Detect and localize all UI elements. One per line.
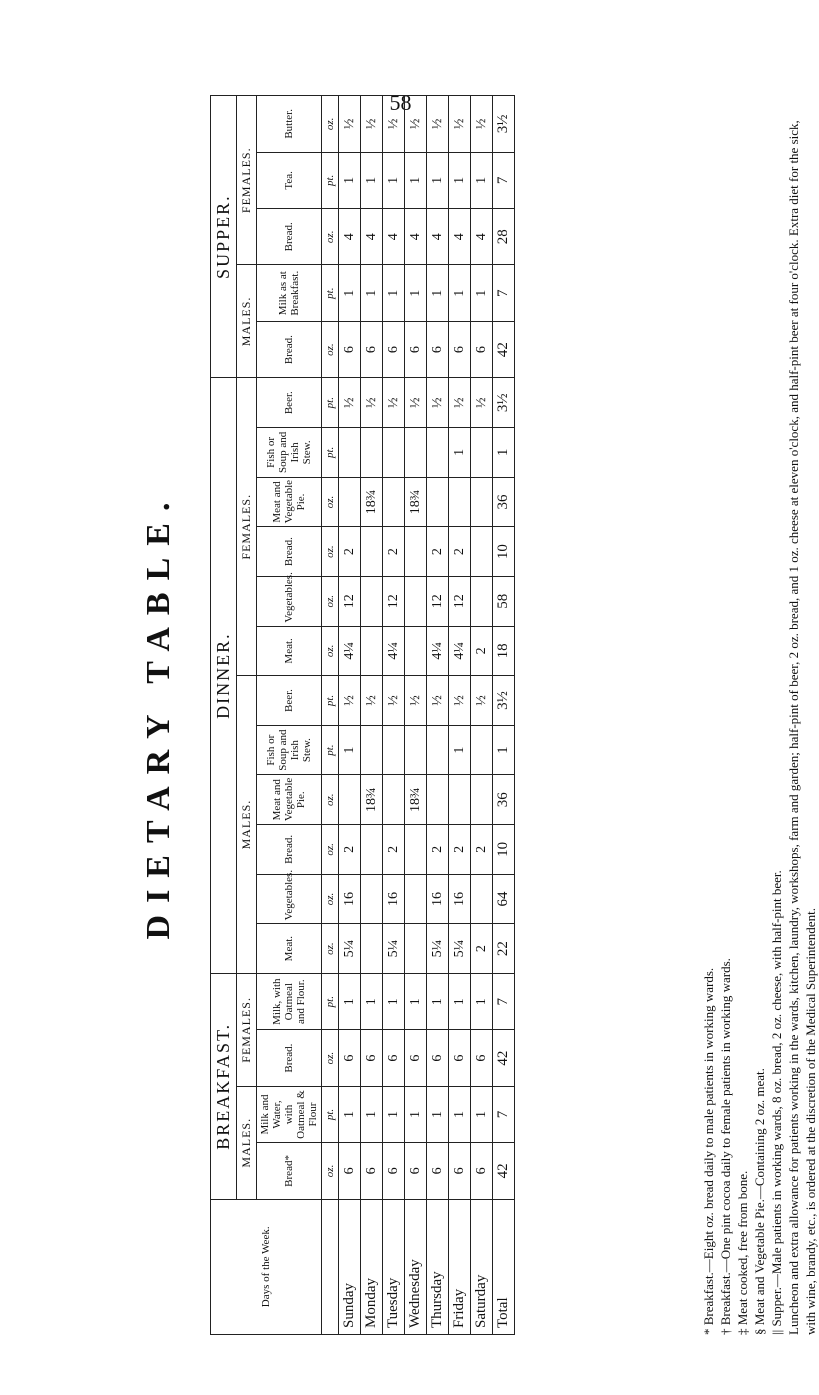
table-cell: 1 <box>449 973 471 1029</box>
col-butter: Butter. <box>257 96 322 153</box>
footnote: || Supper.—Male patients in working wards, 8 oz. bread, 2 oz. cheese, with half-pint beer. <box>769 870 784 1335</box>
table-cell: 4 <box>449 209 471 265</box>
table-cell: 6 <box>361 321 383 377</box>
table-cell: 6 <box>383 321 405 377</box>
day-cell: Sunday <box>339 1199 361 1334</box>
col-milk-oatmeal: Milk, with Oatmeal and Flour. <box>257 973 322 1029</box>
table-cell: 6 <box>471 1030 493 1086</box>
table-cell: ½ <box>471 378 493 428</box>
table-cell: 6 <box>427 1143 449 1199</box>
col-vegetables: Vegetables. <box>257 576 322 626</box>
table-cell: 2 <box>471 825 493 875</box>
table-cell <box>449 477 471 527</box>
table-cell: 1 <box>383 152 405 208</box>
table-cell: 4 <box>339 209 361 265</box>
supper-header: SUPPER. <box>211 96 237 378</box>
col-bread-star: Bread* <box>257 1143 322 1199</box>
table-cell: 4 <box>405 209 427 265</box>
table-cell: 5¼ <box>383 924 405 974</box>
table-cell: 6 <box>449 321 471 377</box>
table-cell: 6 <box>339 321 361 377</box>
table-cell: ½ <box>471 676 493 726</box>
unit: oz. <box>322 825 339 875</box>
breakfast-females: FEMALES. <box>237 973 257 1086</box>
table-cell <box>405 874 427 924</box>
table-cell <box>427 477 449 527</box>
unit: oz. <box>322 576 339 626</box>
table-cell: 5¼ <box>339 924 361 974</box>
unit: pt. <box>322 265 339 321</box>
table-cell: 7 <box>493 1086 515 1142</box>
table-cell: 6 <box>361 1030 383 1086</box>
table-cell: 4 <box>427 209 449 265</box>
table-cell: 2 <box>427 527 449 577</box>
table-cell: 2 <box>339 527 361 577</box>
col-tea: Tea. <box>257 152 322 208</box>
unit: oz. <box>322 527 339 577</box>
rotated-document <box>140 95 818 1335</box>
col-vegetables: Vegetables. <box>257 874 322 924</box>
table-cell: 1 <box>449 725 471 775</box>
table-cell: ½ <box>471 96 493 153</box>
unit: pt. <box>322 428 339 478</box>
table-cell: 6 <box>405 1143 427 1199</box>
unit: oz. <box>322 924 339 974</box>
table-cell <box>339 428 361 478</box>
table-cell: 1 <box>471 265 493 321</box>
table-cell: 6 <box>449 1030 471 1086</box>
day-cell: Wednesday <box>405 1199 427 1334</box>
table-cell: 2 <box>449 527 471 577</box>
table-cell: 6 <box>471 321 493 377</box>
table-row <box>339 96 361 1335</box>
table-cell: 1 <box>339 973 361 1029</box>
table-cell: 42 <box>493 321 515 377</box>
day-cell: Saturday <box>471 1199 493 1334</box>
table-cell: ½ <box>405 676 427 726</box>
table-cell: 1 <box>405 265 427 321</box>
table-cell: 16 <box>427 874 449 924</box>
unit: oz. <box>322 209 339 265</box>
table-cell: ½ <box>361 676 383 726</box>
table-cell <box>361 874 383 924</box>
unit: oz. <box>322 626 339 676</box>
unit-row <box>322 96 339 1335</box>
table-cell: 22 <box>493 924 515 974</box>
table-cell <box>361 825 383 875</box>
table-cell: 6 <box>383 1143 405 1199</box>
table-row <box>405 96 427 1335</box>
page-number: 58 <box>389 90 412 115</box>
table-cell: 18 <box>493 626 515 676</box>
table-cell: 36 <box>493 775 515 825</box>
table-cell: 4 <box>361 209 383 265</box>
table-cell <box>405 924 427 974</box>
table-cell <box>361 428 383 478</box>
table-cell: ½ <box>361 96 383 153</box>
table-cell: 1 <box>383 1086 405 1142</box>
table-cell: 7 <box>493 265 515 321</box>
unit: pt. <box>322 973 339 1029</box>
table-cell <box>383 477 405 527</box>
col-meat-veg-pie: Meat and Vegetable Pie. <box>257 775 322 825</box>
supper-males: MALES. <box>237 265 257 378</box>
table-cell: 1 <box>449 152 471 208</box>
table-cell: 16 <box>339 874 361 924</box>
table-cell: 2 <box>339 825 361 875</box>
table-cell: 1 <box>427 1086 449 1142</box>
day-cell: Total <box>493 1199 515 1334</box>
table-cell: 1 <box>339 265 361 321</box>
dinner-header: DINNER. <box>211 378 237 974</box>
table-cell <box>427 775 449 825</box>
table-cell: 36 <box>493 477 515 527</box>
table-cell: 12 <box>383 576 405 626</box>
table-cell: 7 <box>493 152 515 208</box>
unit: oz. <box>322 775 339 825</box>
table-cell: 1 <box>361 152 383 208</box>
col-milk-water: Milk and Water, with Oatmeal & Flour <box>257 1086 322 1142</box>
table-cell: 42 <box>493 1030 515 1086</box>
meal-header-row <box>211 96 237 1335</box>
unit: oz. <box>322 1030 339 1086</box>
table-cell: ½ <box>339 676 361 726</box>
column-header-row <box>257 96 322 1335</box>
table-cell: 6 <box>339 1030 361 1086</box>
table-cell: ½ <box>427 378 449 428</box>
table-cell: 3½ <box>493 676 515 726</box>
table-cell: 3½ <box>493 96 515 153</box>
table-row <box>471 96 493 1335</box>
table-cell <box>405 626 427 676</box>
table-body <box>339 96 515 1335</box>
col-beer: Beer. <box>257 676 322 726</box>
table-cell: 2 <box>449 825 471 875</box>
table-cell: 4¼ <box>383 626 405 676</box>
table-cell <box>361 527 383 577</box>
table-cell: 16 <box>383 874 405 924</box>
table-cell <box>471 576 493 626</box>
unit: oz. <box>322 874 339 924</box>
table-cell: 2 <box>471 924 493 974</box>
days-header: Days of the Week. <box>211 1199 322 1334</box>
table-cell: 58 <box>493 576 515 626</box>
table-cell: 2 <box>383 527 405 577</box>
table-cell: ½ <box>405 96 427 153</box>
table-cell: 7 <box>493 973 515 1029</box>
table-cell: 1 <box>427 973 449 1029</box>
unit: pt. <box>322 1086 339 1142</box>
unit: oz. <box>322 477 339 527</box>
col-meat-veg-pie: Meat and Vegetable Pie. <box>257 477 322 527</box>
day-cell: Tuesday <box>383 1199 405 1334</box>
table-cell: 12 <box>427 576 449 626</box>
table-cell <box>471 874 493 924</box>
table-cell: 28 <box>493 209 515 265</box>
table-cell: ½ <box>427 96 449 153</box>
table-cell <box>471 527 493 577</box>
table-cell: 16 <box>449 874 471 924</box>
table-cell: 1 <box>339 1086 361 1142</box>
table-cell <box>405 428 427 478</box>
table-cell: 4¼ <box>339 626 361 676</box>
unit: oz. <box>322 96 339 153</box>
table-cell <box>405 576 427 626</box>
col-beer: Beer. <box>257 378 322 428</box>
table-cell: 12 <box>449 576 471 626</box>
table-cell: 6 <box>339 1143 361 1199</box>
table-cell: ½ <box>339 378 361 428</box>
table-cell: 1 <box>493 428 515 478</box>
table-cell: 6 <box>383 1030 405 1086</box>
breakfast-header: BREAKFAST. <box>211 973 237 1199</box>
footnote: Luncheon and extra allowance for patients working in the wards, kitchen, laundry, workshops, farm and garden; half-pint of beer, 2 oz. bread, and 1 oz. cheese at eleven o'clock, and half-pint beer at four o'clock. Extra diet for the sick, with wine, brandy, etc., is ordered at the discretion of the Medical Superintendent. <box>786 120 818 1335</box>
table-cell: 10 <box>493 527 515 577</box>
table-cell: 1 <box>361 1086 383 1142</box>
table-cell: ½ <box>383 378 405 428</box>
table-row <box>361 96 383 1335</box>
table-cell: 1 <box>405 973 427 1029</box>
footnote: § Meat and Vegetable Pie.—Containing 2 oz. meat. <box>752 1068 767 1335</box>
unit: oz. <box>322 1143 339 1199</box>
table-cell: 6 <box>471 1143 493 1199</box>
table-cell <box>383 775 405 825</box>
col-bread: Bread. <box>257 825 322 875</box>
table-cell <box>427 428 449 478</box>
table-cell <box>405 725 427 775</box>
table-cell: 6 <box>449 1143 471 1199</box>
table-cell: 6 <box>427 1030 449 1086</box>
table-cell: ½ <box>449 378 471 428</box>
col-bread: Bread. <box>257 1030 322 1086</box>
table-cell: 4¼ <box>449 626 471 676</box>
table-cell: 18¾ <box>361 477 383 527</box>
table-cell <box>361 725 383 775</box>
table-row <box>383 96 405 1335</box>
total-row <box>493 96 515 1335</box>
table-cell: 1 <box>471 152 493 208</box>
table-cell: 1 <box>405 152 427 208</box>
unit: pt. <box>322 725 339 775</box>
table-cell: 18¾ <box>405 775 427 825</box>
table-cell: 10 <box>493 825 515 875</box>
table-cell: 5¼ <box>427 924 449 974</box>
table-cell: 6 <box>405 321 427 377</box>
table-cell: 1 <box>471 1086 493 1142</box>
table-cell: 42 <box>493 1143 515 1199</box>
table-cell: 4 <box>471 209 493 265</box>
table-cell: ½ <box>339 96 361 153</box>
table-cell <box>471 725 493 775</box>
day-cell: Friday <box>449 1199 471 1334</box>
table-cell: 1 <box>493 725 515 775</box>
table-cell: ½ <box>405 378 427 428</box>
table-cell <box>405 527 427 577</box>
table-cell: 1 <box>383 265 405 321</box>
table-cell: ½ <box>449 676 471 726</box>
table-cell <box>383 428 405 478</box>
table-cell: 1 <box>449 428 471 478</box>
table-cell: 2 <box>427 825 449 875</box>
table-cell: 64 <box>493 874 515 924</box>
unit: pt. <box>322 378 339 428</box>
table-cell <box>471 477 493 527</box>
table-cell: 1 <box>449 265 471 321</box>
table-cell <box>427 725 449 775</box>
dietary-table <box>210 95 515 1335</box>
table-cell <box>383 725 405 775</box>
table-cell <box>361 626 383 676</box>
table-cell <box>339 477 361 527</box>
table-cell: 12 <box>339 576 361 626</box>
table-cell: ½ <box>383 676 405 726</box>
table-cell: 1 <box>405 1086 427 1142</box>
table-cell: 18¾ <box>405 477 427 527</box>
table-cell: ½ <box>449 96 471 153</box>
table-cell <box>339 775 361 825</box>
col-fish: Fish or Soup and Irish Stew. <box>257 725 322 775</box>
table-cell: 1 <box>383 973 405 1029</box>
table-cell: 1 <box>427 152 449 208</box>
table-cell: 4¼ <box>427 626 449 676</box>
table-cell <box>361 576 383 626</box>
table-cell: 6 <box>361 1143 383 1199</box>
dinner-females: FEMALES. <box>237 378 257 676</box>
table-row <box>427 96 449 1335</box>
table-cell <box>449 775 471 825</box>
table-cell: 1 <box>339 152 361 208</box>
table-cell: 1 <box>361 973 383 1029</box>
footnote: * Breakfast.—Eight oz. bread daily to male patients in working wards. <box>701 967 716 1335</box>
table-cell: 18¾ <box>361 775 383 825</box>
dinner-males: MALES. <box>237 676 257 974</box>
table-row <box>449 96 471 1335</box>
footnote: † Breakfast.—One pint cocoa daily to female patients in working wards. <box>718 958 733 1335</box>
table-cell: 2 <box>383 825 405 875</box>
table-cell <box>471 428 493 478</box>
table-cell: 6 <box>405 1030 427 1086</box>
table-cell: 1 <box>361 265 383 321</box>
day-cell: Monday <box>361 1199 383 1334</box>
col-bread: Bread. <box>257 209 322 265</box>
unit: pt. <box>322 676 339 726</box>
footnote: ‡ Meat cooked, free from bone. <box>735 1170 750 1335</box>
table-cell: 6 <box>427 321 449 377</box>
table-cell: 1 <box>427 265 449 321</box>
table-cell <box>405 825 427 875</box>
breakfast-males: MALES. <box>237 1086 257 1199</box>
day-cell: Thursday <box>427 1199 449 1334</box>
table-cell: ½ <box>383 96 405 153</box>
unit: pt. <box>322 152 339 208</box>
group-header-row <box>237 96 257 1335</box>
page-title: DIETARY TABLE. <box>140 490 177 940</box>
footnotes <box>700 95 819 1335</box>
table-cell: 1 <box>449 1086 471 1142</box>
col-meat: Meat. <box>257 924 322 974</box>
table-cell <box>361 924 383 974</box>
table-cell <box>471 775 493 825</box>
table-cell: 4 <box>383 209 405 265</box>
supper-females: FEMALES. <box>237 96 257 266</box>
col-milk-as-breakfast: Milk as at Breakfast. <box>257 265 322 321</box>
table-cell: 5¼ <box>449 924 471 974</box>
col-meat: Meat. <box>257 626 322 676</box>
table-cell: 1 <box>339 725 361 775</box>
table-cell: 3½ <box>493 378 515 428</box>
table-cell: ½ <box>361 378 383 428</box>
table-cell: 2 <box>471 626 493 676</box>
col-bread: Bread. <box>257 527 322 577</box>
col-bread: Bread. <box>257 321 322 377</box>
table-cell: 1 <box>471 973 493 1029</box>
table-cell: ½ <box>427 676 449 726</box>
unit: oz. <box>322 321 339 377</box>
col-fish: Fish or Soup and Irish Stew. <box>257 428 322 478</box>
